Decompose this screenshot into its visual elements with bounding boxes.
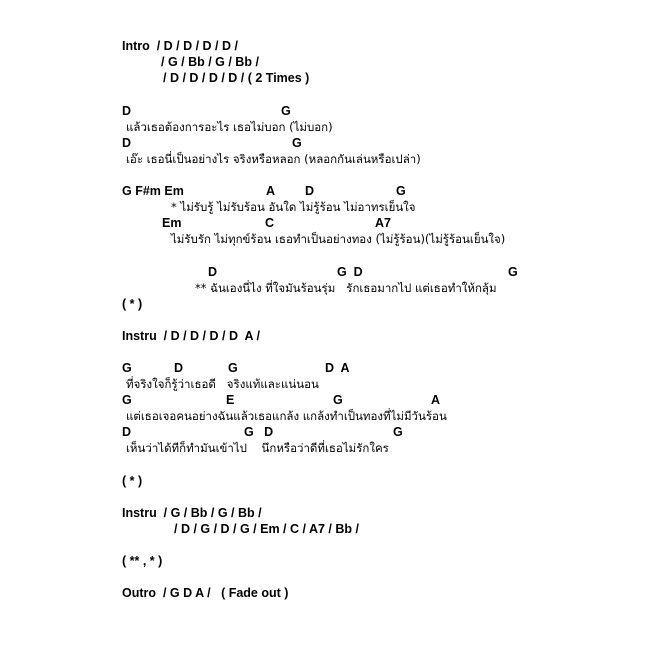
prechorus-chord: G [396, 184, 406, 198]
verse2-chord: G [333, 393, 343, 407]
verse1-lyric-line-1: แล้วเธอต้องการอะไร เธอไม่บอก (ไม่บอก) [126, 120, 333, 134]
verse1-chord: D [122, 136, 132, 150]
repeat-marker: ( ** , * ) [122, 554, 163, 568]
intro-line-1: Intro / D / D / D / D / [122, 39, 238, 53]
outro-line: Outro / G D A / ( Fade out ) [122, 586, 289, 600]
prechorus-chord: G F#m Em [122, 184, 184, 198]
verse2-chord: D [174, 361, 184, 375]
repeat-marker: ( * ) [122, 297, 143, 311]
verse2-chord: G [122, 361, 132, 375]
prechorus-lyric-line-1: * ไม่รับรู้ ไม่รับร้อน อันใด ไม่รู้ร้อน ไม่อาทรเย็นใจ [171, 200, 416, 214]
prechorus-chord: D [305, 184, 315, 198]
verse2-lyric-line-1: ที่จริงใจก็รู้ว่าเธอดี จริงแท้และแน่นอน [126, 377, 319, 391]
verse2-chord: D A [325, 361, 350, 375]
prechorus-lyric-line-2: ไม่รับรัก ไม่ทุกข์ร้อน เธอทำเป็นอย่างทอง (ไม่รู้ร้อน)(ไม่รู้ร้อนเย็นใจ) [171, 232, 506, 246]
verse2-lyric-line-3: เห็นว่าได้ทีก็ทำมันเข้าไป นึกหรือว่าดีที่เธอไม่รักใคร [126, 441, 389, 455]
verse2-chord: G D [244, 425, 274, 439]
verse1-chord: G [292, 136, 302, 150]
prechorus-chord: A7 [375, 216, 391, 230]
intro-line-3: / D / D / D / D / ( 2 Times ) [163, 71, 310, 85]
hook-chord: D [208, 265, 218, 279]
verse1-chord: G [281, 104, 291, 118]
instrumental-line: Instru / D / D / D / D A / [122, 329, 260, 343]
intro-line-2: / G / Bb / G / Bb / [161, 55, 259, 69]
hook-chord: G [508, 265, 518, 279]
prechorus-chord: A [266, 184, 276, 198]
verse1-lyric-line-2: เอ๊ะ เธอนี่เป็นอย่างไร จริงหรือหลอก (หลอกกันเล่นหรือเปล่า) [126, 152, 421, 166]
prechorus-chord: Em [162, 216, 182, 230]
verse2-chord: G [393, 425, 403, 439]
prechorus-chord: C [265, 216, 275, 230]
verse2-chord: G [228, 361, 238, 375]
verse2-lyric-line-2: แต่เธอเจอคนอย่างฉันแล้วเธอแกล้ง แกล้งทำเป็นทองที่ไม่มีวันร้อน [126, 409, 447, 423]
verse1-chord: D [122, 104, 132, 118]
verse2-chord: D [122, 425, 132, 439]
instrumental-line: Instru / G / Bb / G / Bb / [122, 506, 262, 520]
verse2-chord: G [122, 393, 132, 407]
hook-chord: G D [337, 265, 363, 279]
repeat-marker: ( * ) [122, 474, 143, 488]
instrumental-line: / D / G / D / G / Em / C / A7 / Bb / [174, 522, 359, 536]
verse2-chord: E [226, 393, 235, 407]
hook-lyric: ** ฉันเองนี่ไง ที่ใจมันร้อนรุ่ม รักเธอมากไป แต่เธอทำให้กลุ้ม [195, 281, 497, 295]
verse2-chord: A [431, 393, 441, 407]
